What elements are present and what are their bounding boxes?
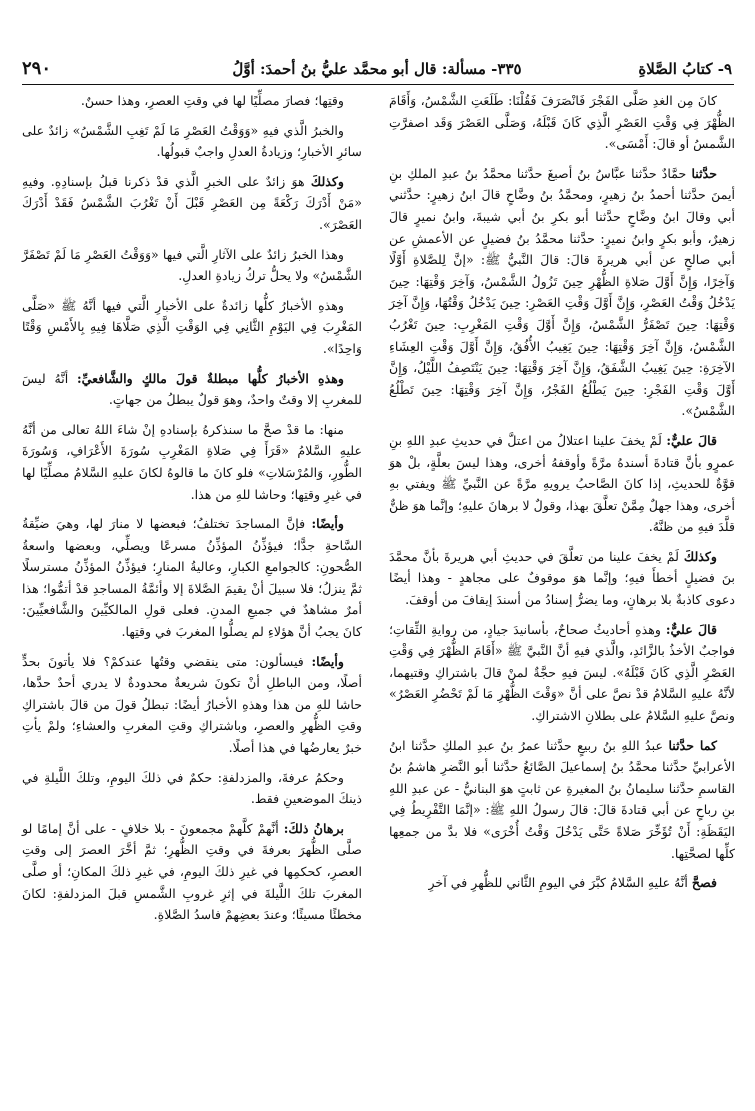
paragraph [22, 171, 362, 236]
paragraph-text: وقتِها؛ فصارَ مصلِّيًا لها في وقتِ العصرِ، وهذا حسنٌ. [80, 93, 344, 108]
paragraph [389, 430, 735, 538]
paragraph-text: أنَّهُ ليسَ للمغربِ إلا وقتٌ واحدٌ، وهوَ قولٌ يبطلُ من جهاتٍ. [22, 370, 362, 408]
paragraph-text: وهذا الخبرُ زائدٌ على الآثارِ الَّتي فيها «وَوَقْتُ العَصْرِ مَا لَمْ تَصْفَرَّ الشَّمْسُ» ولا يحلُّ تركُ زيادةِ العدلِ. [22, 246, 362, 284]
paragraph-lead: حدَّثنا [691, 165, 717, 181]
paragraph-text: أنَّهمْ كلَّهمْ مجمعونَ - بلا خلافٍ - على أنَّ إمامًا لو صلَّى الظُّهرَ بعرفةَ في وقتِ الظُّهرِ؛ ثمَّ أخَّرَ العصرَ إلى وقتِ العصرِ، كحكمِها في غيرِ ذلكَ اليومِ، في غيرِ ذلكَ المكانِ؛ أو صلَّى المغربَ تلكَ اللَّيلةَ في إثرِ غروبِ الشَّمسِ قبلَ المزدلفةِ: لكانَ مخطئًا مسيئًا؛ وعندَ بعضِهمْ فاسدُ الصَّلاةِ. [22, 820, 362, 923]
left-column [22, 90, 362, 934]
paragraph-text: حمَّادٌ حدَّثنا عبَّاسُ بنُ أصبغَ حدَّثنا محمَّدُ بنُ عبدِ الملكِ بنِ أيمنَ حدَّثنا أحمدُ بنُ زهيرٍ، ومحمَّدُ بنُ وضَّاحٍ قالَ ابنُ زهيرٍ: حدَّثني أبي وقالَ ابنُ وضَّاحٍ حدَّثنا أبو بكرِ بنُ أبي شيبةَ، وابنُ نميرٍ قالَ زهيرٌ، وأبو بكرٍ وابنُ نميرٍ: حدَّثنا محمَّدُ بنُ فضيلٍ عن الأعمشِ عن أبي صالحٍ عن أبي هريرةَ قالَ: قالَ النَّبيُّ ﷺ: «إنَّ لِلصَّلاةِ أَوَّلًا وَآخِرًا، وَإِنَّ أَوَّلَ صَلاةِ الظُّهْرِ حِينَ تَزُولُ الشَّمْسُ، وَآخِرَ وَقْتِهَا: حِينَ يَدْخُلُ وَقْتُ العَصْرِ، وَإِنَّ أَوَّلَ وَقْتِ العَصْرِ: حِينَ يَدْخُلُ وَقْتُهَا، وَإِنَّ آخِرَ وَقْتِهَا: حِينَ تَصْفَرُّ الشَّمْسُ، وَإِنَّ أَوَّلَ وَقْتِ المَغْرِبِ: حِينَ تَغْرُبُ الشَّمْسُ، وَإِنَّ آخِرَ وَقْتِهَا: حِينَ يَغِيبُ الأُفُقُ، وَإِنَّ أَوَّلَ وَقْتِ العِشَاءِ الآخِرَةِ: حِينَ يَغِيبُ الشَّفَقُ، وَإِنَّ آخِرَ وَقْتِهَا: حِينَ يَنْتَصِفُ اللَّيْلُ، وَإِنَّ أَوَّلَ وَقْتِ الفَجْرِ: حِينَ يَطْلُعُ الفَجْرُ، وَإِنَّ آخِرَ وَقْتِهَا: حِينَ تَطْلُعُ الشَّمْسُ». [389, 165, 735, 419]
paragraph [389, 872, 735, 894]
paragraph [389, 619, 735, 727]
paragraph-text: وهذهِ الأخبارُ كلُّها زائدةٌ على الأخبارِ الَّتي فيها أنَّهُ ﷺ «صَلَّى المَغْرِبَ فِي اليَوْمِ الثَّانِي فِي الوَقْتِ الَّذِي صَلَّاهَا فِيهِ بِالأَمْسِ وَقْتًا وَاحِدًا». [22, 297, 362, 356]
paragraph [22, 90, 362, 112]
paragraph [22, 244, 362, 287]
page-number: ٢٩٠ [22, 58, 52, 79]
paragraph [389, 735, 735, 865]
paragraph-lead: كما حدَّثنا [668, 737, 717, 753]
paragraph [22, 419, 362, 505]
paragraph [22, 295, 362, 360]
header-rule [22, 84, 734, 85]
paragraph-lead: برهانُ ذلكَ: [283, 820, 344, 836]
paragraph-text: منها: ما قدْ صحَّ ما سنذكرهُ بإسنادهِ إنْ شاءَ اللهُ تعالى من أنَّهُ عليهِ السَّلامُ «قَرَأَ فِي صَلاةِ المَغْرِبِ سُورَةَ الأَعْرَافِ، وَسُورَةَ الطُّورِ، وَالمُرْسَلاتِ» فلو كانَ ما قالوهُ لكانَ عليهِ السَّلامُ مصلِّيًا لها في غيرِ وقتِها؛ وحاشا للهِ من هذا. [22, 421, 362, 502]
paragraph-lead: وكذلكَ [310, 173, 344, 189]
paragraph [22, 368, 362, 411]
paragraph-lead: فصحَّ [691, 875, 717, 891]
paragraph-text: عبدُ اللهِ بنُ ربيعٍ حدَّثنا عمرُ بنُ عبدِ الملكِ حدَّثنا ابنُ الأعرابيِّ حدَّثنا محمَّدُ بنُ إسماعيلَ الصَّائغُ حدَّثنا أبو النَّضرِ هاشمُ بنُ القاسمِ حدَّثنا سليمانُ بنُ المغيرةِ عن ثابتٍ هوَ البنانيُّ - عن عبدِ اللهِ بنِ رباحٍ عن أبي قتادةَ قالَ: قالَ رسولُ اللهِ ﷺ: «إنَّمَا التَّفْرِيطُ فِي اليَقَظَةِ: أَنْ تُؤَخِّرَ صَلاةً حَتَّى يَدْخُلَ وَقْتُ أُخْرَى» فلا بدَّ من جمعِها كلِّها لصحَّتِها. [389, 737, 735, 861]
paragraph [22, 120, 362, 163]
paragraph-text: فإنَّ المساجدَ تختلفُ؛ فبعضها لا منارَ لها، وهيَ ضيِّقةُ السَّاحةِ جدًّا؛ فيؤذِّنُ المؤذِّنُ مسرعًا ويصلِّي، وبعضها واسعةُ الصُّحونِ: كالجوامعِ الكبارِ، وعاليةُ المنارِ؛ فيؤذِّنُ المؤذِّنُ مسترسلًا ثمَّ ينزلُ؛ فلا سبيلَ أنْ يقيمَ الصَّلاةَ إلا وأئمَّةُ المساجدِ قدْ أتمُّوا؛ هذا أمرٌ مشاهدٌ في جميعِ المدنِ. فعلى قولِ المالكيِّينَ والشَّافعيِّينَ: كانَ يجبُ أنَّ هؤلاءِ لم يصلُّوا المغربَ في وقتِها. [22, 516, 362, 640]
paragraph-text: لَمْ يخفَ علينا اعتلالُ من اعتلَّ في حديثِ عبدِ اللهِ بنِ عمرٍو بأنَّ قتادةَ أسندهُ مرَّةً وأوقفهُ أخرى، وهذا ليسَ بعلَّةٍ، بلْ هوَ قوَّةٌ للحديثِ، إذا كانَ الصَّاحبُ يرويهِ مرَّةً عن النَّبيِّ ﷺ ويفتي بهِ أخرى، وهذا جهلٌ مِمَّنْ تعلَّقَ بهذا، وقولٌ لا برهانَ عليهِ؛ وإنَّما هوَ ظنٌّ قلَّدَ فيهِ من ظنَّهُ. [389, 432, 735, 535]
paragraph [22, 767, 362, 810]
paragraph-lead: قالَ عليٌّ: [665, 621, 718, 637]
paragraph-text: وهذهِ أحاديثُ صحاحٌ، بأسانيدَ جيادٍ، من روايةِ الثِّقاتِ؛ فواجبٌ الأخذُ بالزَّائدِ، والَّذي فيهِ أنَّ النَّبيَّ ﷺ «أَقَامَ الظُّهْرَ فِي وَقْتِ العَصْرِ الَّذِي كَانَ قَبْلَهُ». ليسَ فيهِ حجَّةٌ لمنْ قالَ باشتراكِ وقتيهما، لأنَّهُ عليهِ السَّلامُ قدْ نصَّ على أنَّ «وَقْتَ الظُّهْرِ مَا لَمْ تَحْضُرِ العَصْرُ» ونصَّ عليهِ السَّلامُ على بطلانِ الاشتراكِ. [389, 621, 735, 724]
paragraph [389, 546, 735, 611]
paragraph [22, 651, 362, 759]
paragraph [389, 163, 735, 422]
paragraph-lead: وأيضًا: [311, 653, 344, 669]
page-header [22, 60, 732, 84]
paragraph-text: وحكمُ عرفةَ، والمزدلفةِ: حكمٌ في ذلكَ اليومِ، وتلكَ اللَّيلةِ في ذينكَ الموضعينِ فقط. [22, 769, 362, 807]
right-column [389, 90, 735, 902]
chapter-title: ٩- كتابُ الصَّلاةِ [638, 60, 732, 78]
paragraph-text: والخبرُ الَّذي فيهِ «وَوَقْتُ العَصْرِ مَا لَمْ تَغِبِ الشَّمْسُ» زائدٌ على سائرِ الأخبارِ؛ وزيادةُ العدلِ واجبٌ قبولُها. [22, 122, 362, 160]
paragraph [389, 90, 735, 155]
paragraph-text: أنَّهُ عليهِ السَّلامُ كبَّرَ في اليومِ الثَّاني للظُّهرِ في آخرِ [428, 875, 688, 891]
paragraph-text: لَمْ يخفَ علينا من تعلَّقَ في حديثِ أبي هريرةَ بأنَّ محمَّدَ بنَ فضيلٍ أخطأَ فيهِ؛ وإنَّما هوَ موقوفٌ على مجاهدٍ - وهذا أيضًا دعوى كاذبةٌ بلا برهانٍ، وما يضرُّ إسنادُ من أسندَ إيقافَ من أوقفَ. [389, 548, 735, 608]
paragraph-lead: وأيضًا: [311, 516, 344, 532]
paragraph-lead: وكذلكَ [683, 548, 717, 564]
paragraph-lead: قالَ عليٌّ: [666, 432, 717, 448]
paragraph-text: كانَ مِن الغدِ صَلَّى الفَجْرَ فَانْصَرَفَ فَقُلْنَا: طَلَعَتِ الشَّمْسُ، وَأَقَامَ الظُّهْرَ فِي وَقْتِ العَصْرِ الَّذِي كَانَ قَبْلَهُ، وَصَلَّى العَصْرَ وَقَد اصفرَّتِ الشَّمسُ أو قالَ: أَمْسَى». [389, 93, 735, 152]
issue-title: ٣٣٥- مسألة: قال أبو محمَّد عليُّ بنُ أحمدَ: أوَّلُ [232, 60, 522, 78]
paragraph-text: هوَ زائدٌ على الخبرِ الَّذي قدْ ذكرنا قبلُ بإسنادِهِ. وفيهِ «مَنْ أَدْرَكَ رَكْعَةً مِن العَصْرِ قَبْلَ أَنْ تَغْرُبَ الشَّمْسُ فَقَدْ أَدْرَكَ العَصْرَ». [22, 173, 362, 232]
paragraph-lead: وهذهِ الأخبارُ كلُّها مبطلةٌ قولَ مالكٍ والشَّافعيِّ: [76, 370, 344, 386]
paragraph [22, 513, 362, 643]
paragraph-text: فيسألون: متى ينقضي وقتُها عندكمْ؟ فلا يأتونَ بحدٍّ أصلًا، ومن الباطلِ أنْ تكونَ شريعةٌ محدودةٌ لا يدري أحدٌ حدَّها، حاشا للهِ من هذا وهذهِ الأخبارُ أيضًا: تبطلُ قولَ من قالَ باشتراكِ وقتِ الظُّهرِ والعصرِ، وباشتراكِ وقتِ المغربِ والعشاءِ؛ ولمْ يأتِ خبرٌ يعارضُها في هذا أصلًا. [22, 653, 362, 756]
paragraph [22, 818, 362, 926]
